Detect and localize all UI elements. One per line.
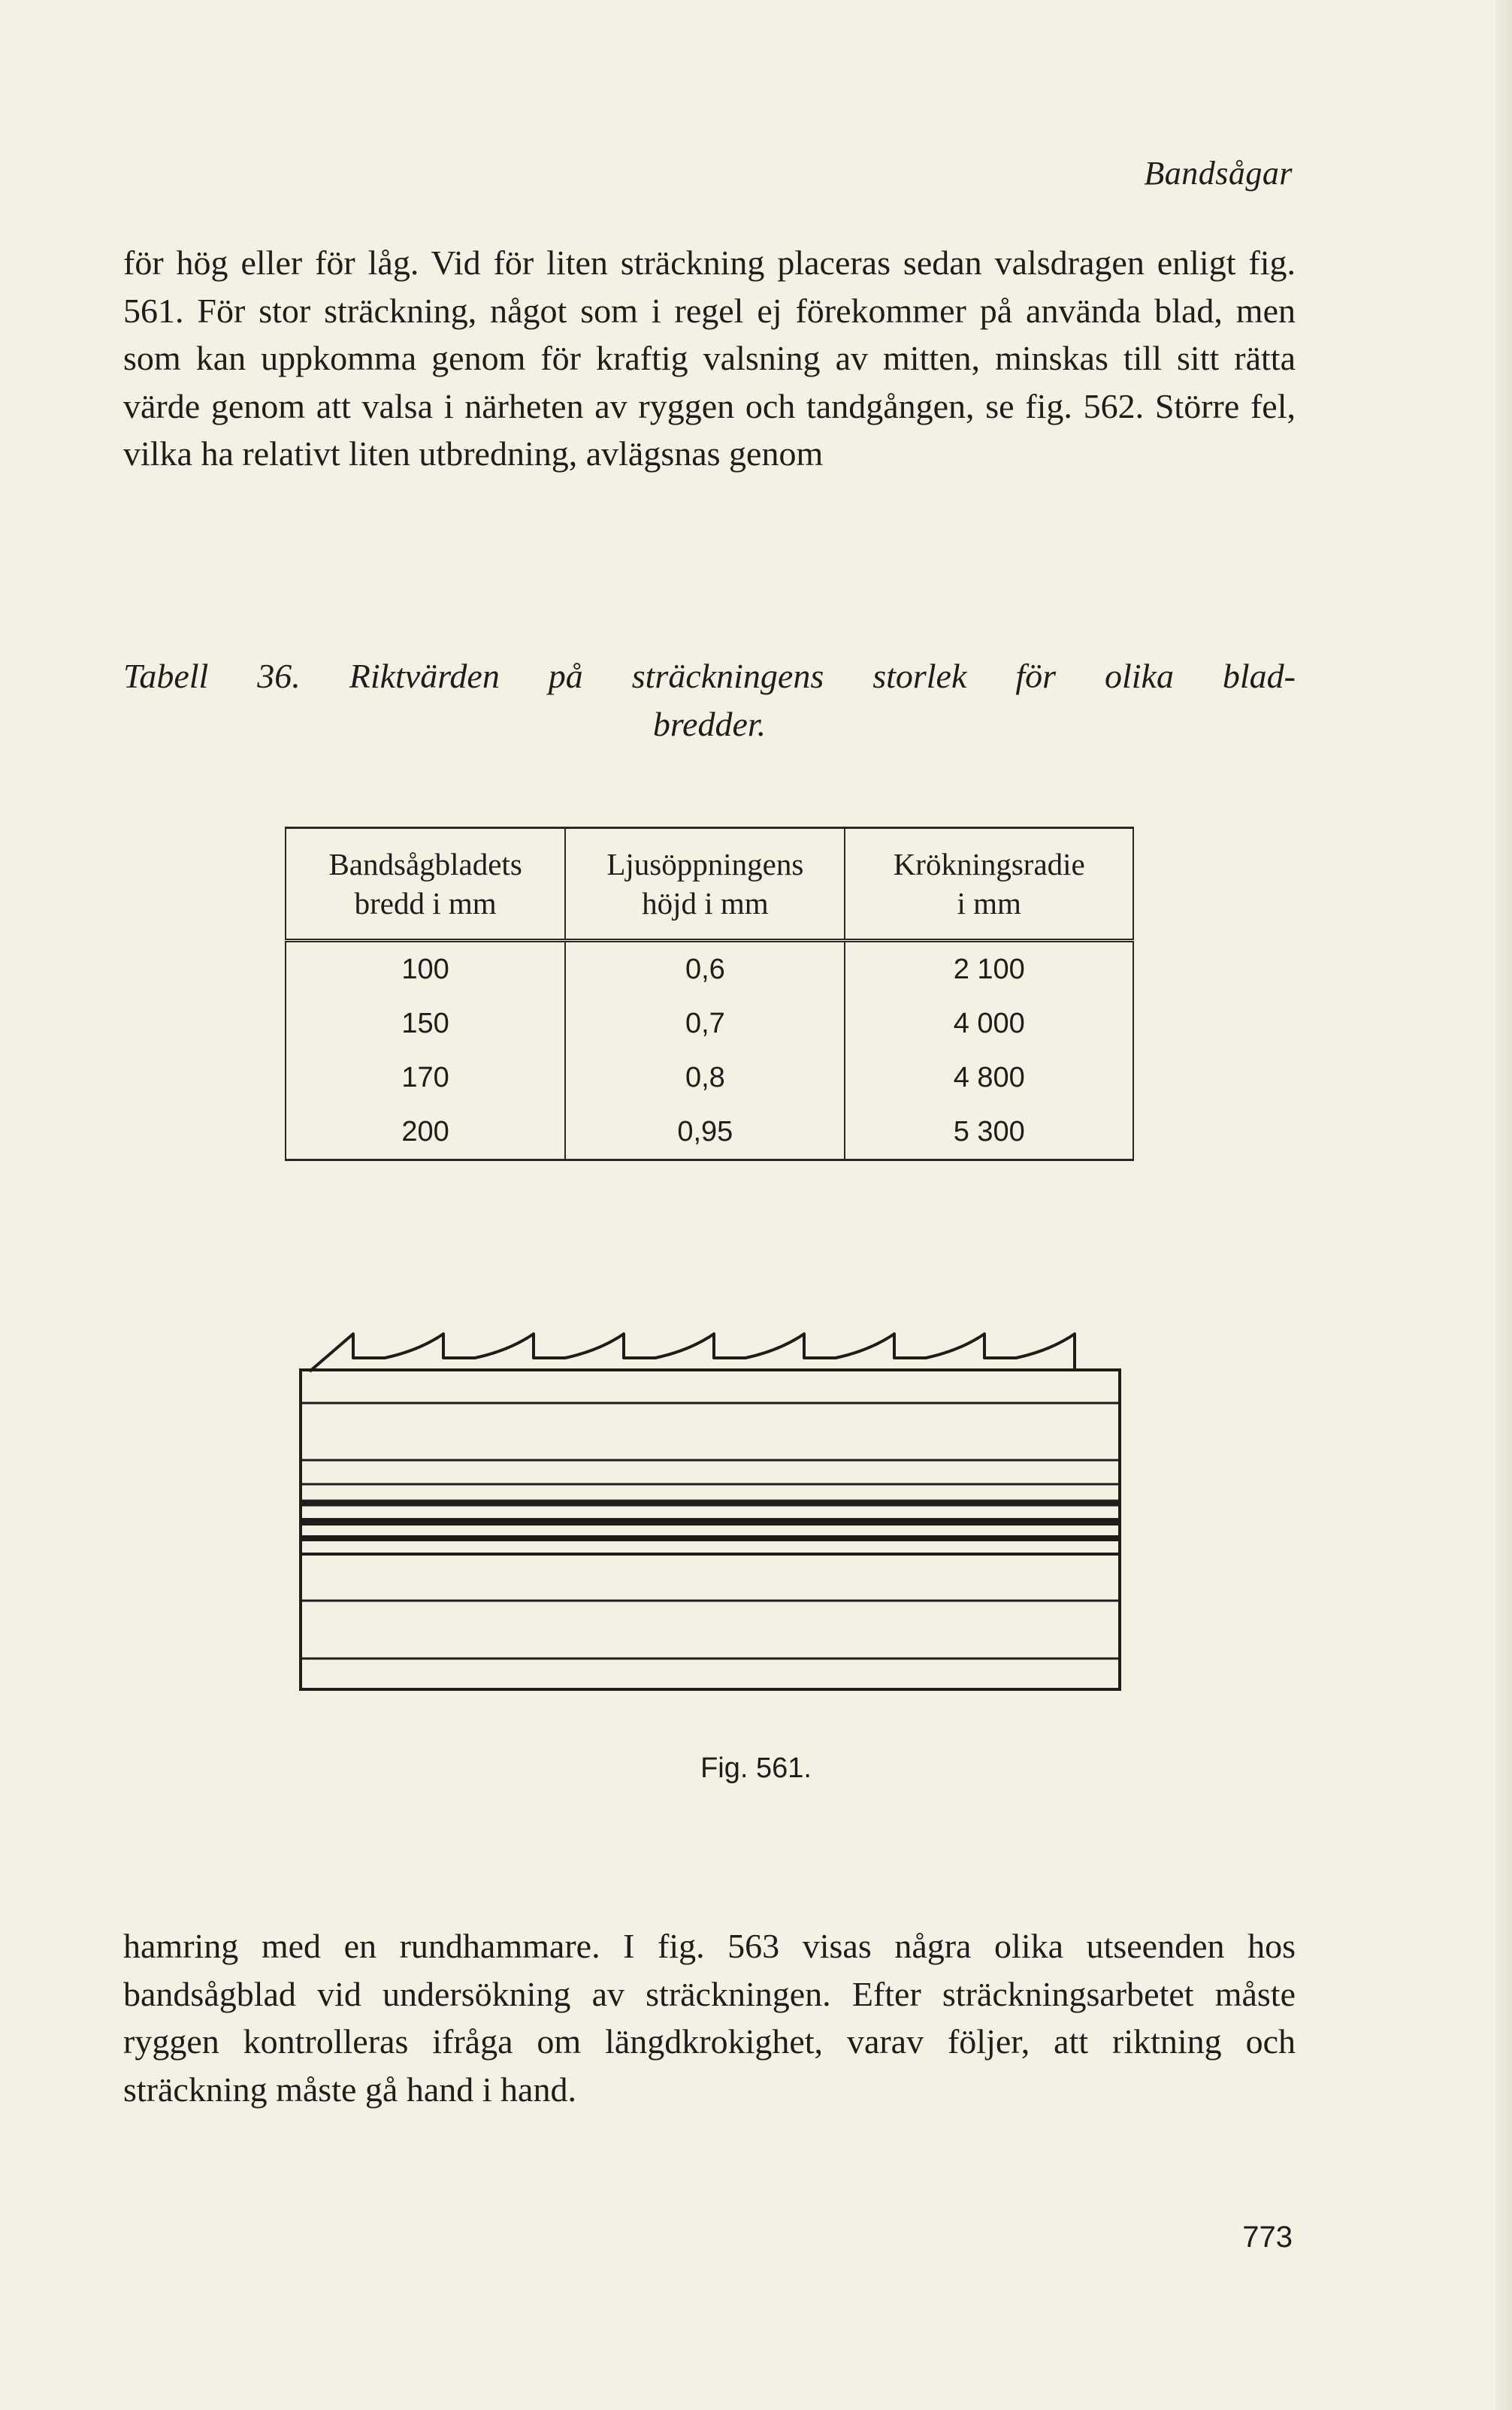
header-light-gap-line-1: Ljusöppningens xyxy=(606,847,804,881)
page-number: 773 xyxy=(1242,2221,1293,2254)
table-caption-line-1: Tabell 36. Riktvärden på sträckningens storlek för olika blad- xyxy=(123,657,1296,695)
header-blade-width xyxy=(286,828,565,941)
figure-caption: Fig. 561. xyxy=(700,1752,812,1784)
header-light-gap xyxy=(565,828,845,941)
cell-gap: 0,7 xyxy=(565,996,845,1051)
cell-gap: 0,95 xyxy=(565,1105,845,1160)
header-radius-line-1: Krökningsradie xyxy=(893,847,1085,881)
body-paragraph-1: för hög eller för låg. Vid för liten sträckning placeras sedan valsdragen enligt fig. 561. För stor sträckning, något som i regel ej förekommer på använda blad, men som kan uppkomma genom för kraftig valsning av mitten, minskas till sitt rätta värde genom att valsa i närheten av ryggen och tandgången, se fig. 562. Större fel, vilka ha relativt liten utbredning, avlägsnas genom xyxy=(123,243,1296,473)
cell-gap: 0,8 xyxy=(565,1051,845,1105)
page-edge xyxy=(1495,0,1512,2410)
header-light-gap-line-2: höjd i mm xyxy=(642,886,769,921)
table-row xyxy=(286,996,1133,1051)
running-head: Bandsågar xyxy=(1144,155,1293,192)
blade-outline xyxy=(301,1370,1120,1689)
cell-width: 150 xyxy=(286,996,565,1051)
cell-width: 100 xyxy=(286,941,565,997)
body-paragraph-2: hamring med en rundhammare. I fig. 563 visas några olika utseenden hos bandsågblad vid undersökning av sträckningen. Efter sträckningsarbetet måste ryggen kontrolleras ifråga om längdkrokighet, varav följer, att riktning och sträckning måste gå hand i hand. xyxy=(123,1927,1296,2109)
saw-teeth-outline xyxy=(310,1334,1075,1371)
cell-radius: 2 100 xyxy=(845,941,1133,997)
cell-radius: 4 800 xyxy=(845,1051,1133,1105)
cell-radius: 4 000 xyxy=(845,996,1133,1051)
table-row xyxy=(286,1051,1133,1105)
header-blade-width-line-2: bredd i mm xyxy=(354,886,497,921)
data-table xyxy=(285,827,1134,1161)
cell-radius: 5 300 xyxy=(845,1105,1133,1160)
table-caption xyxy=(123,652,1296,748)
table-caption-line-2: bredder. xyxy=(652,705,767,743)
cell-width: 170 xyxy=(286,1051,565,1105)
header-blade-width-line-1: Bandsågbladets xyxy=(328,847,522,881)
table-row xyxy=(286,1105,1133,1160)
table-header-row xyxy=(286,828,1133,941)
header-radius-line-2: i mm xyxy=(957,886,1021,921)
cell-gap: 0,6 xyxy=(565,941,845,997)
header-radius xyxy=(845,828,1133,941)
table-row xyxy=(286,941,1133,997)
saw-blade-figure xyxy=(293,1319,1142,1695)
cell-width: 200 xyxy=(286,1105,565,1160)
